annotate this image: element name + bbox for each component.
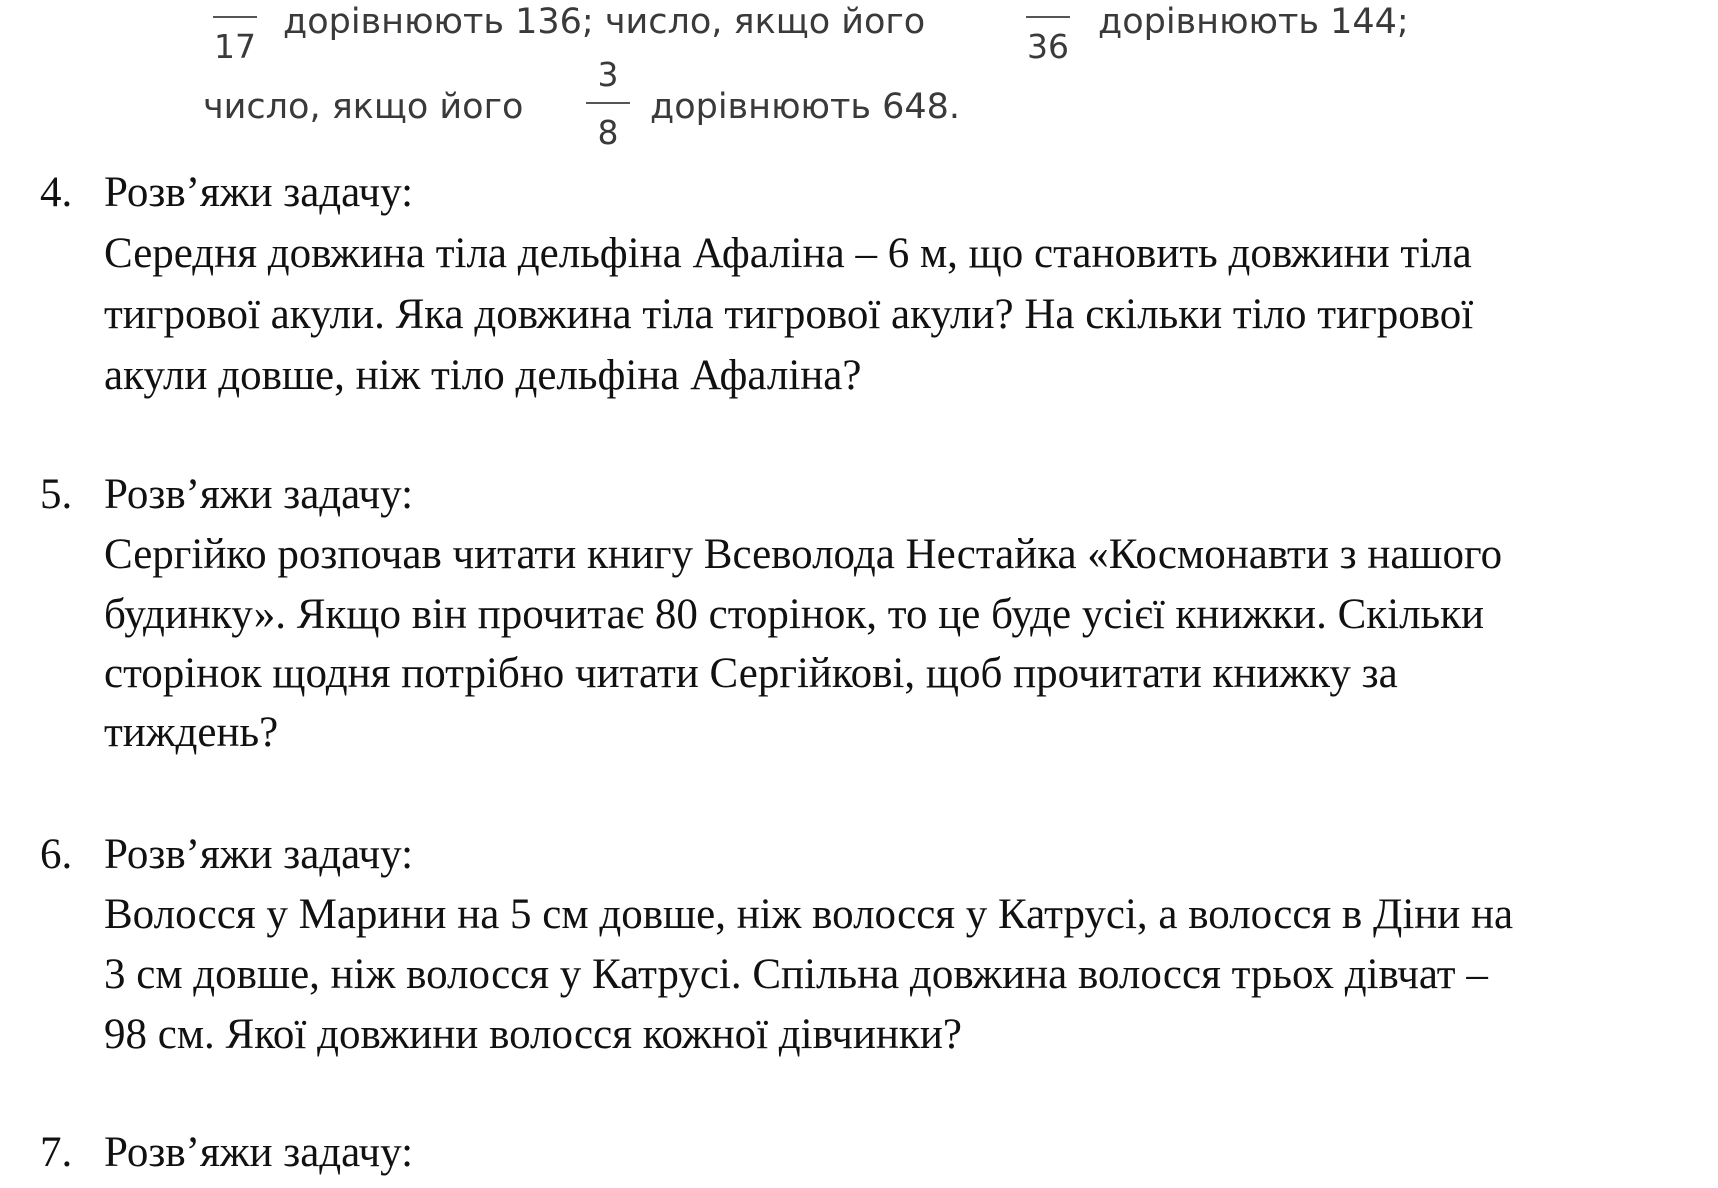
problem-7 bbox=[0, 1128, 1718, 1188]
problem-heading: Розв’яжи задачу: bbox=[104, 471, 414, 518]
problem-heading: Розв’яжи задачу: bbox=[104, 831, 414, 878]
fraction-bar bbox=[213, 16, 257, 18]
fraction-over-17 bbox=[205, 0, 265, 70]
problem-text-line: тигрової акули. Яка довжина тіла тигрової акули? На скільки тіло тигрової bbox=[104, 291, 1474, 338]
problem-text-line: Середня довжина тіла дельфіна Афаліна – 6 м, що становить довжини тіла bbox=[104, 230, 1472, 277]
problem-text-line: Сергійко розпочав читати книгу Всеволода Нестайка «Космонавти з нашого bbox=[104, 531, 1503, 578]
fraction-numerator: 3 bbox=[597, 55, 619, 94]
problem-number: 7. bbox=[40, 1129, 73, 1176]
scan-line-2-text-a: число, якщо його bbox=[203, 87, 524, 127]
problem-4 bbox=[0, 168, 1718, 408]
scan-line-1-text-b: дорівнюють 144; bbox=[1098, 2, 1409, 42]
problem-number: 4. bbox=[40, 169, 73, 216]
problem-text-line: акули довше, ніж тіло дельфіна Афаліна? bbox=[104, 352, 862, 399]
fraction-denominator: 8 bbox=[597, 113, 619, 152]
problem-text-line: 98 см. Якої довжини волосся кожної дівчинки? bbox=[104, 1011, 962, 1058]
problem-number: 5. bbox=[40, 471, 73, 518]
problem-text-line: 3 см довше, ніж волосся у Катрусі. Спільна довжина волосся трьох дівчат – bbox=[104, 951, 1488, 998]
problem-text-line: Волосся у Марини на 5 см довше, ніж волосся у Катрусі, а волосся в Діни на bbox=[104, 891, 1514, 938]
scan-line-2-text-b: дорівнюють 648. bbox=[650, 87, 961, 127]
fraction-bar bbox=[586, 102, 630, 104]
problem-text-line: тиждень? bbox=[104, 709, 279, 756]
problem-heading: Розв’яжи задачу: bbox=[104, 169, 414, 216]
fraction-denominator: 17 bbox=[214, 27, 256, 66]
problem-text-line: будинку». Якщо він прочитає 80 сторінок, то це буде усієї книжки. Скільки bbox=[104, 591, 1485, 638]
textbook-scan-fragment bbox=[0, 0, 1718, 160]
problem-number: 6. bbox=[40, 831, 73, 878]
problem-text-line: сторінок щодня потрібно читати Сергійкові, щоб прочитати книжку за bbox=[104, 650, 1398, 697]
scan-line-1-text-a: дорівнюють 136; число, якщо його bbox=[283, 2, 926, 42]
problem-heading: Розв’яжи задачу: bbox=[104, 1129, 414, 1176]
fraction-bar bbox=[1026, 16, 1070, 18]
fraction-three-eighths bbox=[578, 55, 638, 158]
fraction-over-36 bbox=[1018, 0, 1078, 70]
problem-6 bbox=[0, 830, 1718, 1070]
fraction-denominator: 36 bbox=[1027, 27, 1069, 66]
problem-5 bbox=[0, 470, 1718, 770]
